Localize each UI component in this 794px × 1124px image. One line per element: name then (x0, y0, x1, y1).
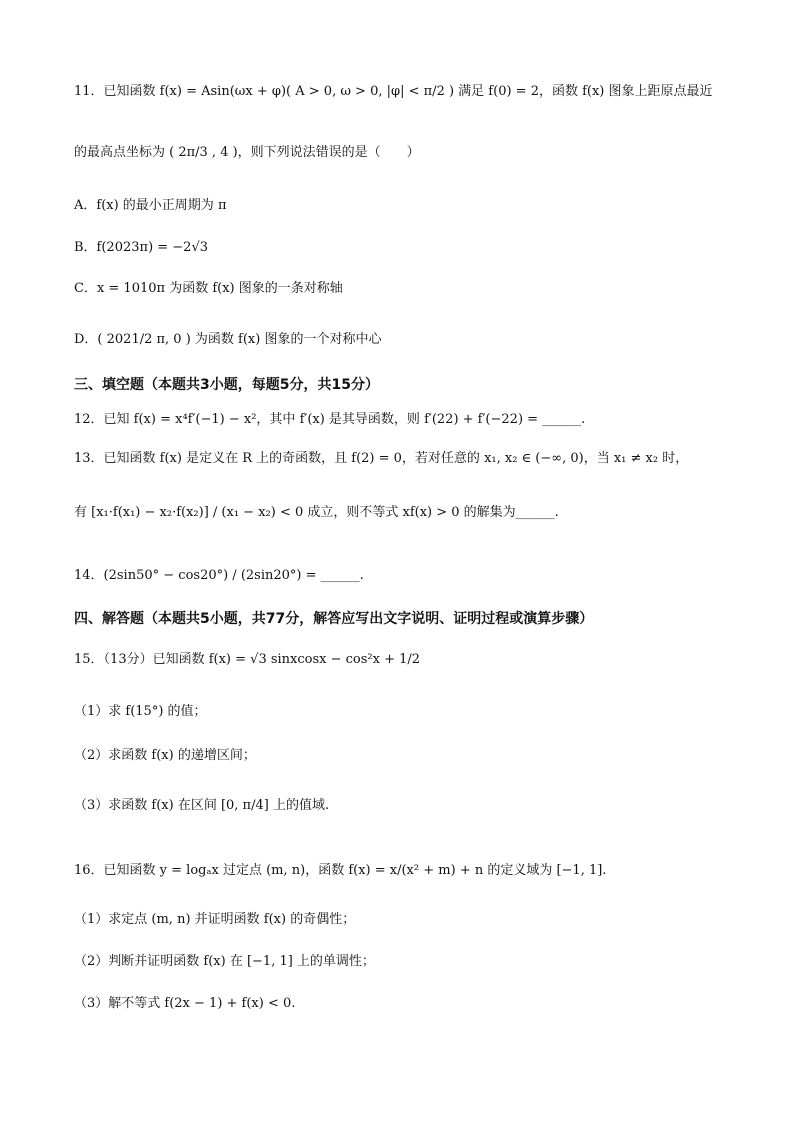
q13-line1: 13．已知函数 f(x) 是定义在 R 上的奇函数，且 f(2) = 0，若对任意的 x₁, x₂ ∈ (−∞, 0)，当 x₁ ≠ x₂ 时， (74, 451, 689, 466)
q15-part2: （2）求函数 f(x) 的递增区间； (74, 748, 256, 763)
q12: 12．已知 f(x) = x⁴f′(−1) − x²，其中 f′(x) 是其导函数，则 f′(22) + f′(−22) = ______. (74, 412, 586, 427)
section4-heading: 四、解答题（本题共5小题，共77分，解答应写出文字说明、证明过程或演算步骤） (74, 611, 594, 627)
q11-line1: 11．已知函数 f(x) = Asin(ωx + φ)( A > 0, ω > 0, |φ| < π/2 ) 满足 f(0) = 2，函数 f(x) 图象上距原点最近 (74, 84, 713, 99)
q15-part1: （1）求 f(15°) 的值； (74, 704, 207, 719)
q11-line2: 的最高点坐标为 ( 2π/3 , 4 )，则下列说法错误的是（ ） (74, 145, 420, 160)
q16-part1: （1）求定点 (m, n) 并证明函数 f(x) 的奇偶性； (74, 912, 356, 927)
q14: 14．(2sin50° − cos20°) / (2sin20°) = ______. (74, 568, 364, 583)
q11-option-d: D．( 2021/2 π, 0 ) 为函数 f(x) 图象的一个对称中心 (74, 332, 382, 347)
q11-option-a: A．f(x) 的最小正周期为 π (74, 198, 227, 213)
q15-part3: （3）求函数 f(x) 在区间 [0, π/4] 上的值域. (74, 798, 330, 813)
q13-line2: 有 [x₁·f(x₁) − x₂·f(x₂)] / (x₁ − x₂) < 0 成立，则不等式 xf(x) > 0 的解集为______. (74, 505, 559, 520)
q16-part2: （2）判断并证明函数 f(x) 在 [−1, 1] 上的单调性； (74, 954, 375, 969)
q15-stem: 15．（13分）已知函数 f(x) = √3 sinxcosx − cos²x + 1/2 (74, 652, 421, 667)
q11-option-b: B．f(2023π) = −2√3 (74, 240, 209, 255)
q16-stem: 16．已知函数 y = logₐx 过定点 (m, n)，函数 f(x) = x/(x² + m) + n 的定义域为 [−1, 1]. (74, 863, 607, 878)
section3-heading: 三、填空题（本题共3小题，每题5分，共15分） (74, 377, 379, 393)
q11-option-c: C．x = 1010π 为函数 f(x) 图象的一条对称轴 (74, 281, 343, 296)
q16-part3: （3）解不等式 f(2x − 1) + f(x) < 0. (74, 996, 296, 1011)
